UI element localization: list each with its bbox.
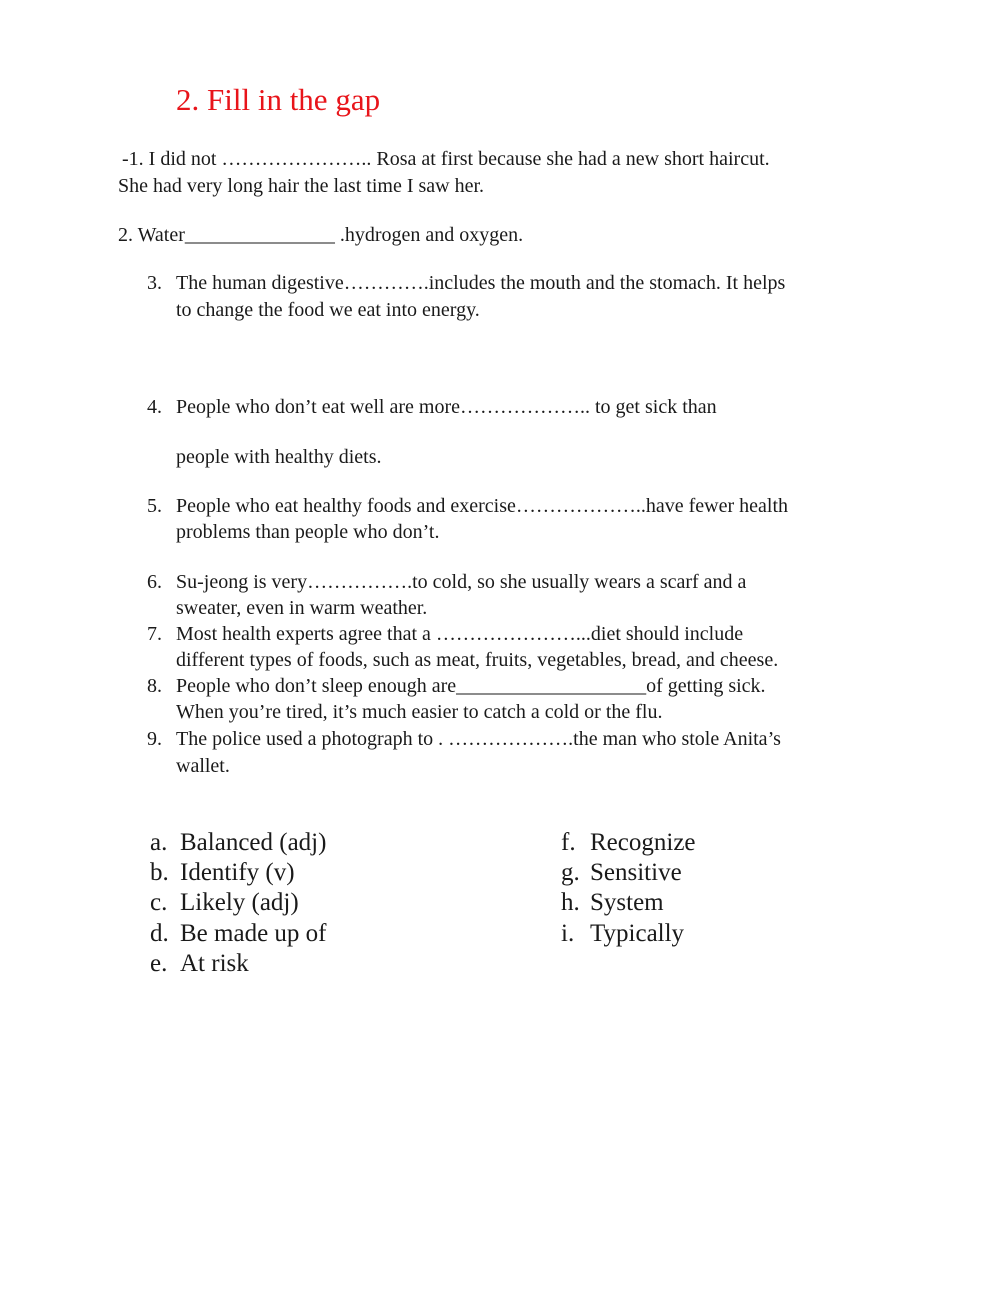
question-8-number: 8. [147,675,162,697]
question-3-line-1: The human digestive………….includes the mouth and the stomach. It helps [176,272,786,294]
option-i-text: Typically [590,920,685,947]
question-5-number: 5. [147,495,162,517]
option-g-text: Sensitive [590,859,682,886]
question-4-line-2: people with healthy diets. [176,446,382,468]
question-8-line-2: When you’re tired, it’s much easier to catch a cold or the flu. [176,701,663,723]
exercise-title: 2. Fill in the gap [176,82,381,117]
option-d-letter: d. [150,920,169,947]
option-b-letter: b. [150,859,169,886]
question-2: 2. Water_______________ .hydrogen and oxygen. [118,224,524,246]
option-a-letter: a. [150,829,168,856]
question-9-number: 9. [147,728,162,750]
question-6-number: 6. [147,571,162,593]
option-c-letter: c. [150,889,168,916]
option-d-text: Be made up of [180,920,327,947]
question-7-line-1: Most health experts agree that a …………………...diet should include [176,623,744,645]
option-e-letter: e. [150,950,168,977]
question-9-line-2: wallet. [176,755,230,777]
option-f-letter: f. [561,829,576,856]
question-3-number: 3. [147,272,162,294]
option-b-text: Identify (v) [180,859,295,886]
option-f-text: Recognize [590,829,696,856]
question-3-line-2: to change the food we eat into energy. [176,299,480,321]
question-9-line-1: The police used a photograph to . ……………….the man who stole Anita’s [176,728,781,750]
question-1-line-1: -1. I did not ………………….. Rosa at first because she had a new short haircut. [122,148,770,170]
option-h-text: System [590,889,664,916]
option-h-letter: h. [561,889,580,916]
question-6-line-2: sweater, even in warm weather. [176,597,428,619]
question-8-line-1: People who don’t sleep enough are___________________of getting sick. [176,675,766,697]
question-4-line-1: People who don’t eat well are more……………….. to get sick than [176,396,717,418]
question-7-number: 7. [147,623,162,645]
question-6-line-1: Su-jeong is very…………….to cold, so she usually wears a scarf and a [176,571,747,593]
option-g-letter: g. [561,859,580,886]
question-1-line-2: She had very long hair the last time I saw her. [118,175,485,197]
question-5-line-2: problems than people who don’t. [176,521,440,543]
option-a-text: Balanced (adj) [180,829,327,856]
question-4-number: 4. [147,396,162,418]
option-i-letter: i. [561,920,575,947]
question-5-line-1: People who eat healthy foods and exercise………………..have fewer health [176,495,789,517]
option-e-text: At risk [180,950,249,977]
question-7-line-2: different types of foods, such as meat, fruits, vegetables, bread, and cheese. [176,649,779,671]
option-c-text: Likely (adj) [180,889,299,916]
